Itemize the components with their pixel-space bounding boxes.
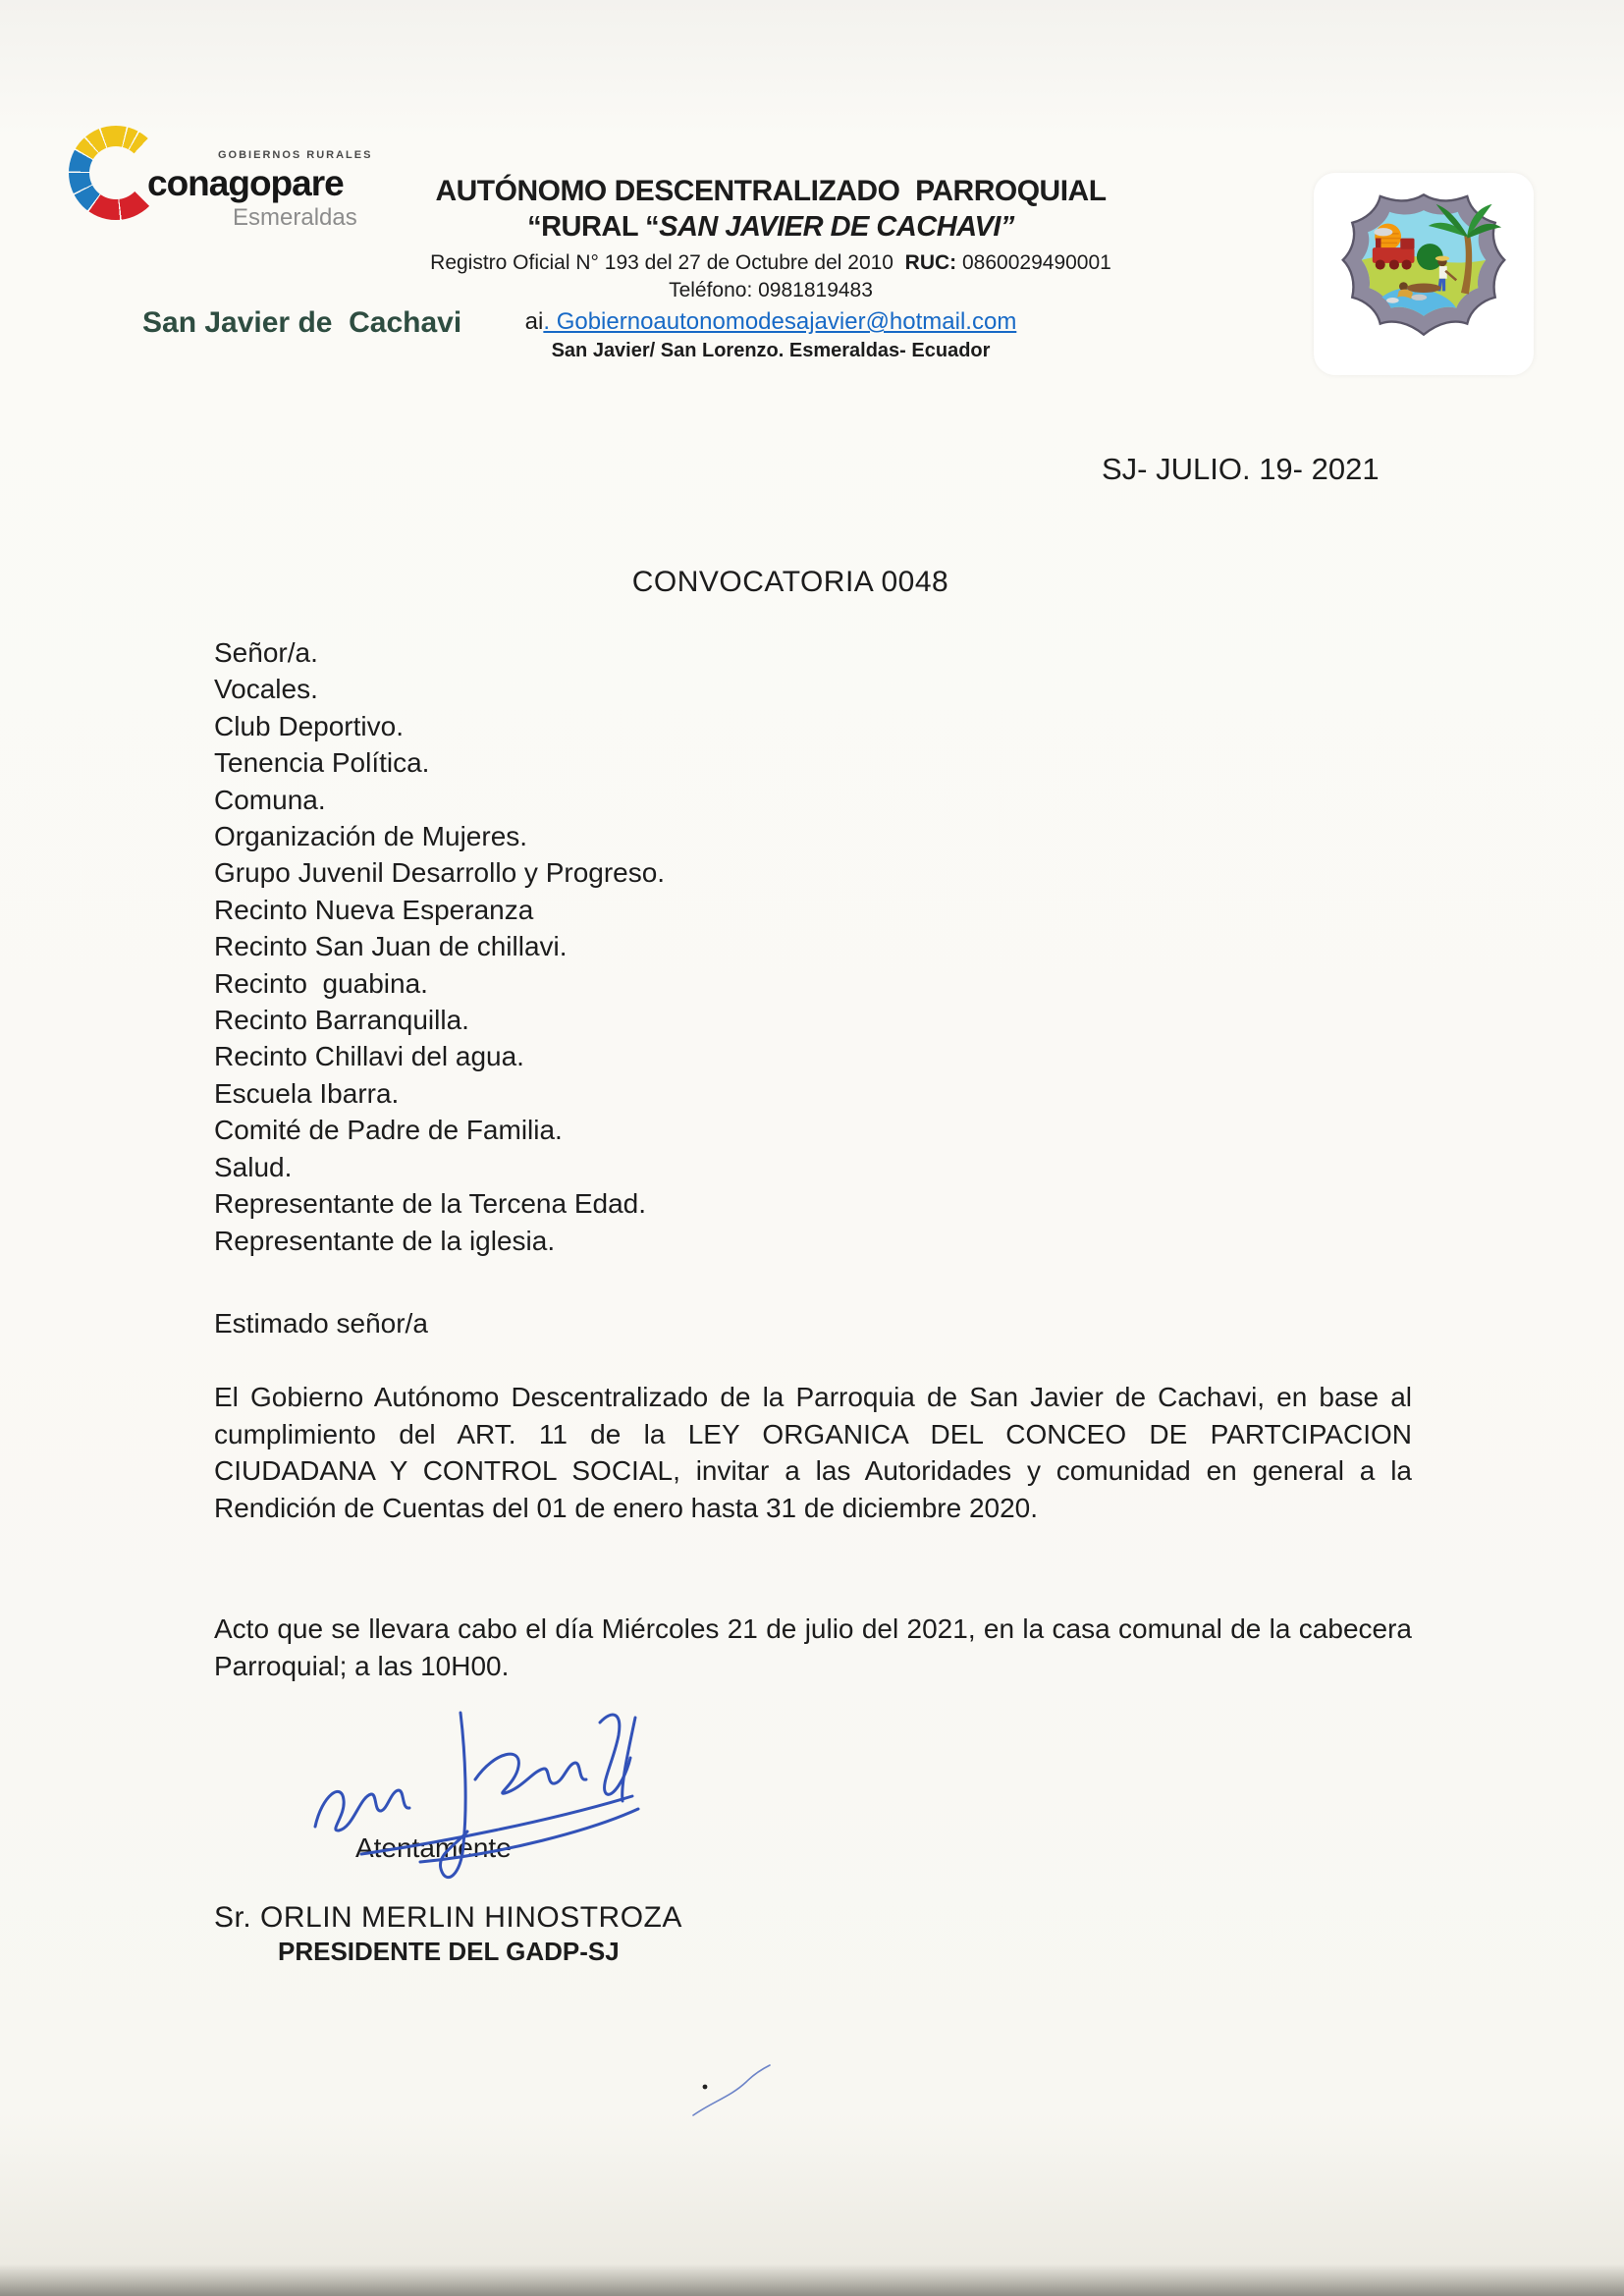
- recipient-line: Recinto San Juan de chillavi.: [214, 931, 568, 962]
- email-link[interactable]: . Gobiernoautonomodesajavier@hotmail.com: [543, 308, 1017, 335]
- org-title-line2: [383, 211, 1159, 244]
- recipient-line: Recinto guabina.: [214, 967, 428, 999]
- parish-crest-icon: [1330, 189, 1517, 359]
- ruc-value: 0860029490001: [956, 251, 1111, 274]
- letterhead-center: [383, 175, 1159, 362]
- salutation: Estimado señor/a: [214, 1308, 428, 1339]
- recipient-line: Recinto Chillavi del agua.: [214, 1041, 524, 1072]
- recipient-line: Recinto Nueva Esperanza: [214, 894, 534, 925]
- recipient-line: Señor/a.: [214, 637, 318, 668]
- recipient-list: [214, 634, 665, 1259]
- recipient-line: Escuela Ibarra.: [214, 1077, 400, 1109]
- registro-text: Registro Oficial N° 193 del 27 de Octubre del 2010: [430, 251, 905, 274]
- org-title-line1: AUTÓNOMO DESCENTRALIZADO PARROQUIAL: [435, 175, 1107, 207]
- email-prefix: ai: [524, 308, 544, 335]
- signer-name: Sr. ORLIN MERLIN HINOSTROZA: [214, 1901, 682, 1934]
- recipient-line: Vocales.: [214, 674, 318, 705]
- recipient-line: Salud.: [214, 1151, 293, 1182]
- location-name: San Javier de Cachavi: [142, 306, 462, 339]
- ruc-label: RUC:: [904, 251, 957, 274]
- recipient-line: Tenencia Política.: [214, 747, 430, 779]
- letter-title: CONVOCATORIA 0048: [631, 566, 949, 598]
- address-line: San Javier/ San Lorenzo. Esmeraldas- Ecuador: [551, 340, 991, 361]
- recipient-line: Recinto Barranquilla.: [214, 1005, 469, 1036]
- conagopare-ring-hole: [89, 146, 142, 199]
- body-paragraph-1: El Gobierno Autónomo Descentralizado de la Parroquia de San Javier de Cachavi, en base al cumplimiento del ART. 11 de la LEY ORGANICA DEL CONCEO DE PARTCIPACION CIUDADANA Y CONTROL SOCIAL, invitar a las Autoridades y comunidad en general a la Rendición de Cuentas del 01 de enero hasta 31 de diciembre 2020.: [214, 1382, 1412, 1523]
- email-line: [383, 308, 1159, 336]
- recipient-line: Representante de la iglesia.: [214, 1225, 556, 1256]
- closing-word: Atentamente: [355, 1832, 512, 1863]
- conagopare-logo: [69, 126, 393, 244]
- logo-brand: conagopare: [147, 163, 344, 203]
- logo-tagline: GOBIERNOS RURALES: [218, 149, 373, 161]
- recipient-line: Club Deportivo.: [214, 710, 404, 741]
- recipient-line: Representante de la Tercena Edad.: [214, 1188, 647, 1220]
- signature-ink: [300, 1699, 654, 1905]
- org-title-rural: “RURAL “: [527, 211, 660, 243]
- org-title-parish-name: SAN JAVIER DE CACHAVI”: [659, 211, 1014, 243]
- recipient-line: Comité de Padre de Familia.: [214, 1115, 563, 1146]
- body-paragraph-2: Acto que se llevara cabo el día Miércoles 21 de julio del 2021, en la casa comunal de la cabecera Parroquial; a las 10H00.: [214, 1613, 1412, 1681]
- recipient-line: Grupo Juvenil Desarrollo y Progreso.: [214, 857, 666, 889]
- pen-mark: [687, 2060, 781, 2121]
- phone-line: Teléfono: 0981819483: [669, 279, 873, 301]
- recipient-line: Organización de Mujeres.: [214, 821, 528, 852]
- signer-title: PRESIDENTE DEL GADP-SJ: [278, 1937, 620, 1966]
- crest-card: [1314, 173, 1534, 375]
- letter-date: SJ- JULIO. 19- 2021: [1102, 452, 1380, 486]
- recipient-line: Comuna.: [214, 784, 326, 815]
- logo-region: Esmeraldas: [233, 204, 357, 231]
- registro-line: [383, 251, 1159, 275]
